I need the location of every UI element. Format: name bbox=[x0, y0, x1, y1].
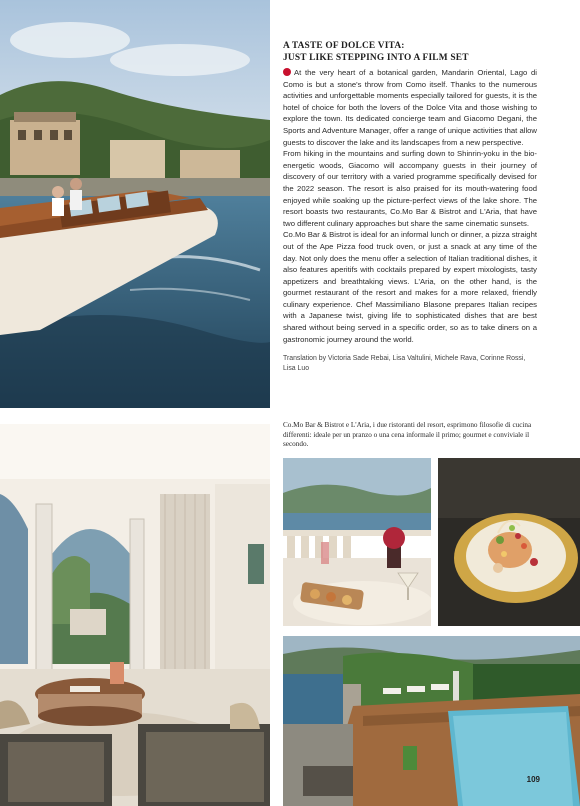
article bbox=[283, 40, 537, 373]
page-number: 109 bbox=[526, 775, 540, 784]
living-room-photo bbox=[0, 424, 270, 806]
article-body bbox=[283, 67, 537, 345]
article-paragraph: At the very heart of a botanical garden, Mandarin Oriental, Lago di Como is but a stone's throw from Como itself. Thanks to the numerous activities and unforgettable moments especially tailored for guests, it is the hotel of choice for both the lovers of the Dolce Vita and those wishing to explore the town. Its dedicated concierge team and Giacomo Degani, the Sports and Adventure Manager, offer a range of unique activities that allow guests to discover the lake and its landscapes from a new perspective. bbox=[283, 68, 537, 147]
photo-caption: Co.Mo Bar & Bistrot e L'Aria, i due ristoranti del resort, esprimono filosofie di cucina differenti: ideale per un pranzo o una cena informale il primo; gourmet e conviviale il secondo. bbox=[283, 421, 532, 449]
red-bullet-icon bbox=[283, 68, 291, 76]
article-title bbox=[283, 40, 537, 64]
translation-credits: Translation by Victoria Sade Rebai, Lisa Valtulini, Michele Rava, Corinne Rossi, Lisa Luo bbox=[283, 355, 526, 372]
article-paragraph: From hiking in the mountains and surfing down to Shinrin-yoku in the bio-energetic woods, Giacomo will accompany guests in their journey of discovery of our territory with a varied programme specifically devised for the 2022 season. The resort is also praised for its mouth-watering food enjoyed while soaking up the picture-perfect views of the lake shore. The resort boasts two restaurants, Co.Mo Bar & Bistrot and L'Aria, that have two different culinary approaches but share the same cinematic sunsets. bbox=[283, 149, 537, 228]
dish-photo bbox=[438, 458, 580, 626]
article-title-line2: JUST LIKE STEPPING INTO A FILM SET bbox=[283, 53, 469, 63]
article-paragraph: Co.Mo Bar & Bistrot is ideal for an informal lunch or dinner, a pizza straight out of the Ape Pizza food truck oven, or just a snack at any time of the day. Not only does the menu offer a selection of Italian traditional dishes, it also features aperitifs with cocktails prepared by expert mixologists, tasty appetizers and breathtaking views. L'Aria, on the other hand, is the gourmet restaurant of the resort and makes for a more relaxed, friendly culinary experience. Chef Massimiliano Blasone prepares Italian recipes with a Japanese twist, giving life to sophisticated dishes that are best shared without being served in a specific order, so as to take diners on a gastronomic journey around the world. bbox=[283, 230, 537, 344]
article-title-line1: A TASTE OF DOLCE VITA: bbox=[283, 41, 405, 51]
aperitif-photo bbox=[283, 458, 431, 626]
boat-photo bbox=[0, 0, 270, 408]
